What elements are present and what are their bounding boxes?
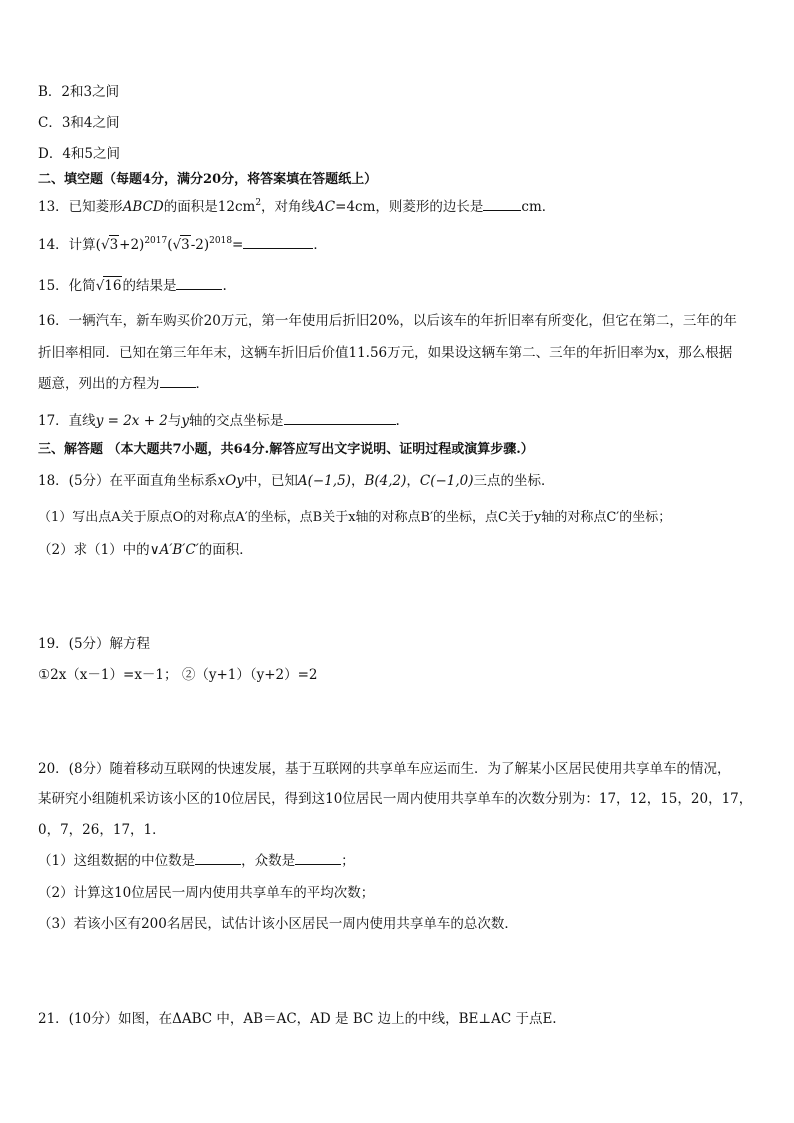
q14-exponent-1: 2017 (144, 236, 168, 246)
q17-equation: y = 2x + 2 (95, 413, 168, 429)
q18-sep2: ， (406, 473, 420, 489)
q18-point-b: B(4,2) (364, 473, 407, 489)
q17-mid: 与 (167, 413, 182, 429)
q20-mode-blank[interactable] (295, 852, 341, 865)
question-21: 21．(10分）如图，在ΔABC 中，AB＝AC，AD 是 BC 边上的中线，BE⊥AC 于点E. (38, 1011, 557, 1027)
q13-mid1: 的面积是12cm (163, 199, 256, 215)
q18-point-c: C(−1,0) (419, 473, 474, 489)
q18-sub2-prefix: （2）求（1）中的 (38, 542, 150, 558)
question-14: 14．计算$(√3+2)^{2017}(√3-2)^{2018}=$ ． (38, 236, 327, 253)
q13-answer-blank[interactable] (483, 198, 521, 211)
question-20-part-3: （3）若该小区有200名居民，试估计该小区居民一周内使用共享单车的总次数． (38, 916, 518, 932)
q17-answer-blank[interactable] (284, 412, 396, 425)
q17-prefix: 17．直线 (38, 413, 96, 429)
q18-point-a: A(−1,5) (297, 473, 351, 489)
question-18-part-2 (38, 541, 253, 559)
q14-mid1: +2) (119, 237, 145, 253)
q14-prefix: 14．计算( (38, 237, 101, 253)
q15-answer-blank[interactable] (176, 277, 222, 290)
q13-tail: =4cm，则菱形的边长是 (335, 199, 484, 215)
q16-line3-text: 题意，列出的方程为 (38, 376, 160, 392)
q20-sub1-end: ； (341, 853, 355, 869)
question-16-line-3 (38, 375, 209, 393)
q13-prefix: 13．已知菱形 (38, 199, 123, 215)
option-c: C．3和4之间 (38, 115, 120, 131)
section-fill-in-title: 二、填空题（每题4分，满分20分，将答案填在答题纸上） (38, 172, 378, 187)
question-19: 19．(5分）解方程 (38, 636, 151, 652)
q14-mid3: -2) (190, 237, 210, 253)
q17-tail: 轴的交点坐标是 (189, 413, 284, 429)
q16-period: ． (195, 376, 209, 392)
question-18 (38, 472, 555, 490)
q14-exponent-2: 2018 (209, 236, 233, 246)
q14-radicand-2: 3 (181, 237, 190, 253)
q15-radicand: 16 (104, 278, 122, 294)
question-20-line-1: 20．(8分）随着移动互联网的快速发展，基于互联网的共享单车应运而生．为了解某小区居民使用共享单车的情况， (38, 761, 731, 777)
q13-end: cm． (521, 199, 556, 215)
q14-radicand-1: 3 (109, 237, 119, 253)
question-20-line-2: 某研究小组随机采访该小区的10位居民，得到这10位居民一周内使用共享单车的次数分别为：17，12，15，20，17， (38, 791, 753, 807)
q13-mid2: ，对角线 (261, 199, 316, 215)
q16-answer-blank[interactable] (160, 375, 196, 388)
q18-sep1: ， (350, 473, 365, 489)
question-18-part-1: （1）写出点A关于原点O的对称点A′的坐标，点B关于x轴的对称点B′的坐标，点C关于y轴的对称点C′的坐标； (38, 510, 672, 525)
question-20-part-1 (38, 852, 355, 870)
question-20-line-3: 0，7，26，17，1． (38, 822, 166, 838)
question-16-line-2: 折旧率相同．已知在第三年年末，这辆车折旧后价值11.56万元，如果设这辆车第二、三年的年折旧率为x，那么根据 (38, 345, 733, 361)
q13-abcd: ABCD (122, 199, 164, 215)
option-d: D．4和5之间 (38, 146, 121, 162)
q14-period: ． (313, 237, 327, 253)
q14-mid2: ( (167, 237, 173, 253)
question-15: 15．化简√16的结果是 . (38, 278, 227, 294)
q18-mid: 中，已知 (243, 473, 298, 489)
q14-end: = (232, 237, 244, 253)
q20-median-blank[interactable] (195, 852, 241, 865)
q15-prefix: 15．化简 (38, 278, 96, 294)
question-20-part-2: （2）计算这10位居民一周内使用共享单车的平均次数； (38, 885, 375, 901)
q18-triangle: ∨A′B′C′ (149, 542, 199, 558)
question-16-line-1: 16．一辆汽车，新车购买价20万元，第一年使用后折旧20%，以后该车的年折旧率有所变化，但它在第二，三年的年 (38, 313, 737, 329)
question-19-equations: ①2x（x－1）=x－1； ②（y+1）（y+2）=2 (38, 667, 318, 683)
question-13 (38, 198, 555, 216)
q17-y: y (181, 413, 190, 429)
question-17 (38, 412, 400, 430)
q14-answer-blank[interactable] (243, 236, 313, 249)
q15-tail: 的结果是 (122, 278, 177, 294)
q18-sub2-tail: 的面积． (198, 542, 253, 558)
q20-sub1-prefix: （1）这组数据的中位数是 (38, 853, 196, 869)
q13-ac: AC (315, 199, 336, 215)
section-solve-title: 三、解答题 （本大题共7小题，共64分.解答应写出文字说明、证明过程或演算步骤.） (38, 442, 534, 457)
q20-sub1-mid: ，众数是 (241, 853, 296, 869)
q13-exponent: 2 (255, 198, 262, 208)
q18-tail: 三点的坐标． (473, 473, 555, 489)
option-b: B．2和3之间 (38, 84, 120, 100)
q18-prefix: 18．(5分）在平面直角坐标系 (38, 473, 218, 489)
q15-period: . (222, 278, 227, 294)
q17-period: . (395, 413, 400, 429)
q18-xoy: xOy (217, 473, 244, 489)
